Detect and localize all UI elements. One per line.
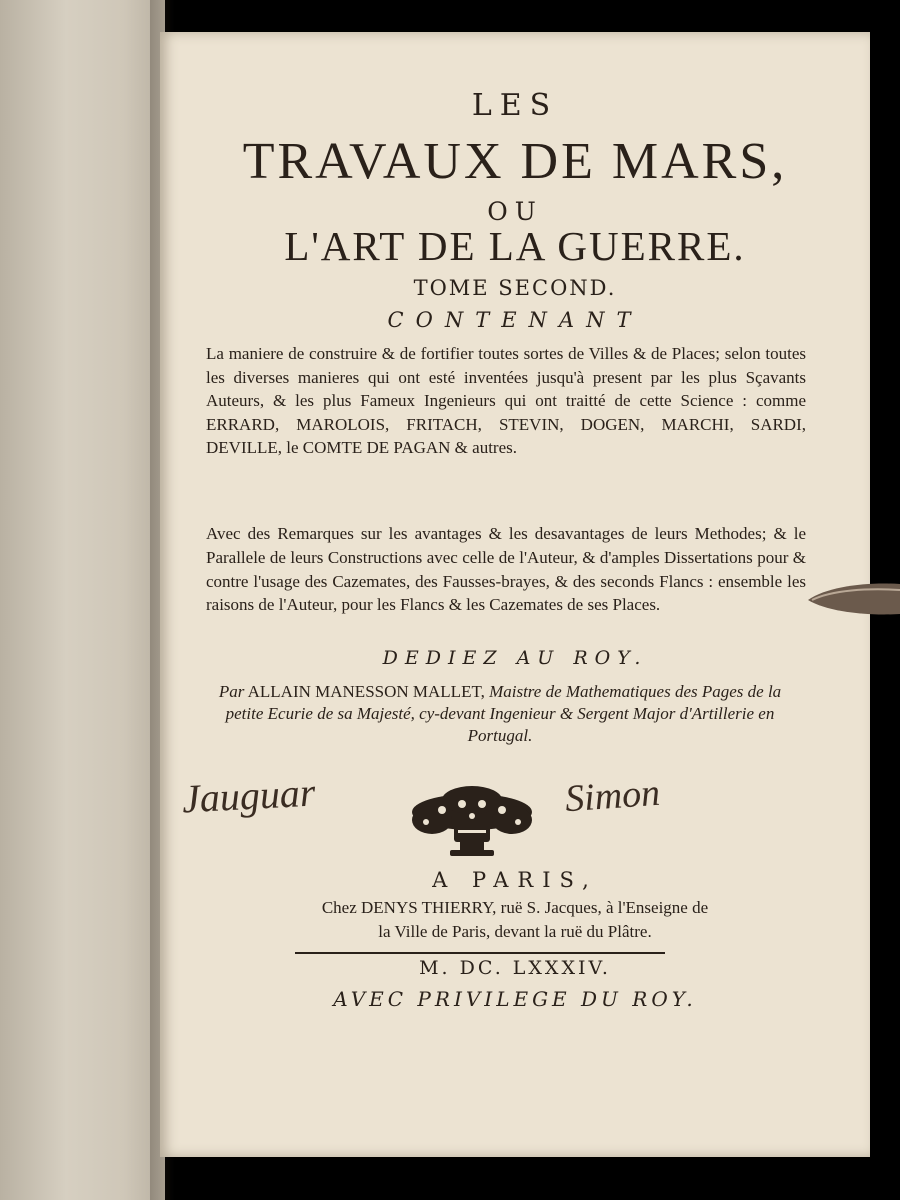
- author-name: ALLAIN MANESSON MALLET,: [247, 682, 485, 701]
- left-page-edge: [0, 0, 165, 1200]
- flower-basket-ornament-icon: [402, 782, 542, 860]
- author-block: [200, 681, 800, 747]
- title-les: LES: [471, 88, 559, 123]
- author-title: Maistre de Mathematiques des Pages de la petite Ecurie de sa Majesté, cy-devant Ingenieur & Sergent Major d'Artillerie en Portugal.: [225, 682, 782, 745]
- bookmark-ribbon-icon: [808, 578, 900, 620]
- publication-date: M. DC. LXXXIV.: [419, 957, 611, 979]
- dedication: DEDIEZ AU ROY.: [382, 647, 648, 669]
- publisher-block: [160, 896, 870, 944]
- contents-paragraph: La maniere de construire & de fortifier toutes sortes de Villes & de Places; selon toutes les diverses manieres qui ont esté inventées jusqu'à present par les plus Sçavants Auteurs, & les plus Fameux Ingenieurs qui ont traitté de cette Science : comme ERRARD, MAROLOIS, FRITACH, STEVIN, DOGEN, MARCHI, SARDI, DEVILLE, le COMTE DE PAGAN & autres.: [206, 344, 806, 458]
- title-ou: OU: [487, 197, 543, 226]
- privilege-line: AVEC PRIVILEGE DU ROY.: [333, 987, 697, 1011]
- author-prefix: Par: [218, 682, 245, 701]
- publisher-line-1: Chez DENYS THIERRY, ruë S. Jacques, à l'Enseigne de: [321, 898, 709, 917]
- title-main: TRAVAUX DE MARS,: [242, 133, 788, 190]
- volume-label: TOME SECOND.: [413, 276, 617, 300]
- imprint-place: A PARIS,: [432, 868, 598, 892]
- contenant-label: CONTENANT: [387, 308, 643, 332]
- title-page: [160, 32, 870, 1157]
- title-subtitle: L'ART DE LA GUERRE.: [284, 223, 746, 269]
- remarks-paragraph: Avec des Remarques sur les avantages & les desavantages de leurs Methodes; & le Parallele de leurs Constructions avec celle de l'Auteur, & d'amples Dissertations pour & contre l'usage des Cazemates, des Fausses-brayes, & des seconds Flancs : ensemble les raisons de l'Auteur, pour les Flancs & les Cazemates de ses Places.: [206, 524, 806, 615]
- divider-rule: [295, 952, 665, 954]
- signature-left: Jauguar: [180, 769, 317, 822]
- signature-right: Simon: [563, 771, 662, 821]
- publisher-line-2: la Ville de Paris, devant la ruë du Plâtre.: [378, 922, 652, 941]
